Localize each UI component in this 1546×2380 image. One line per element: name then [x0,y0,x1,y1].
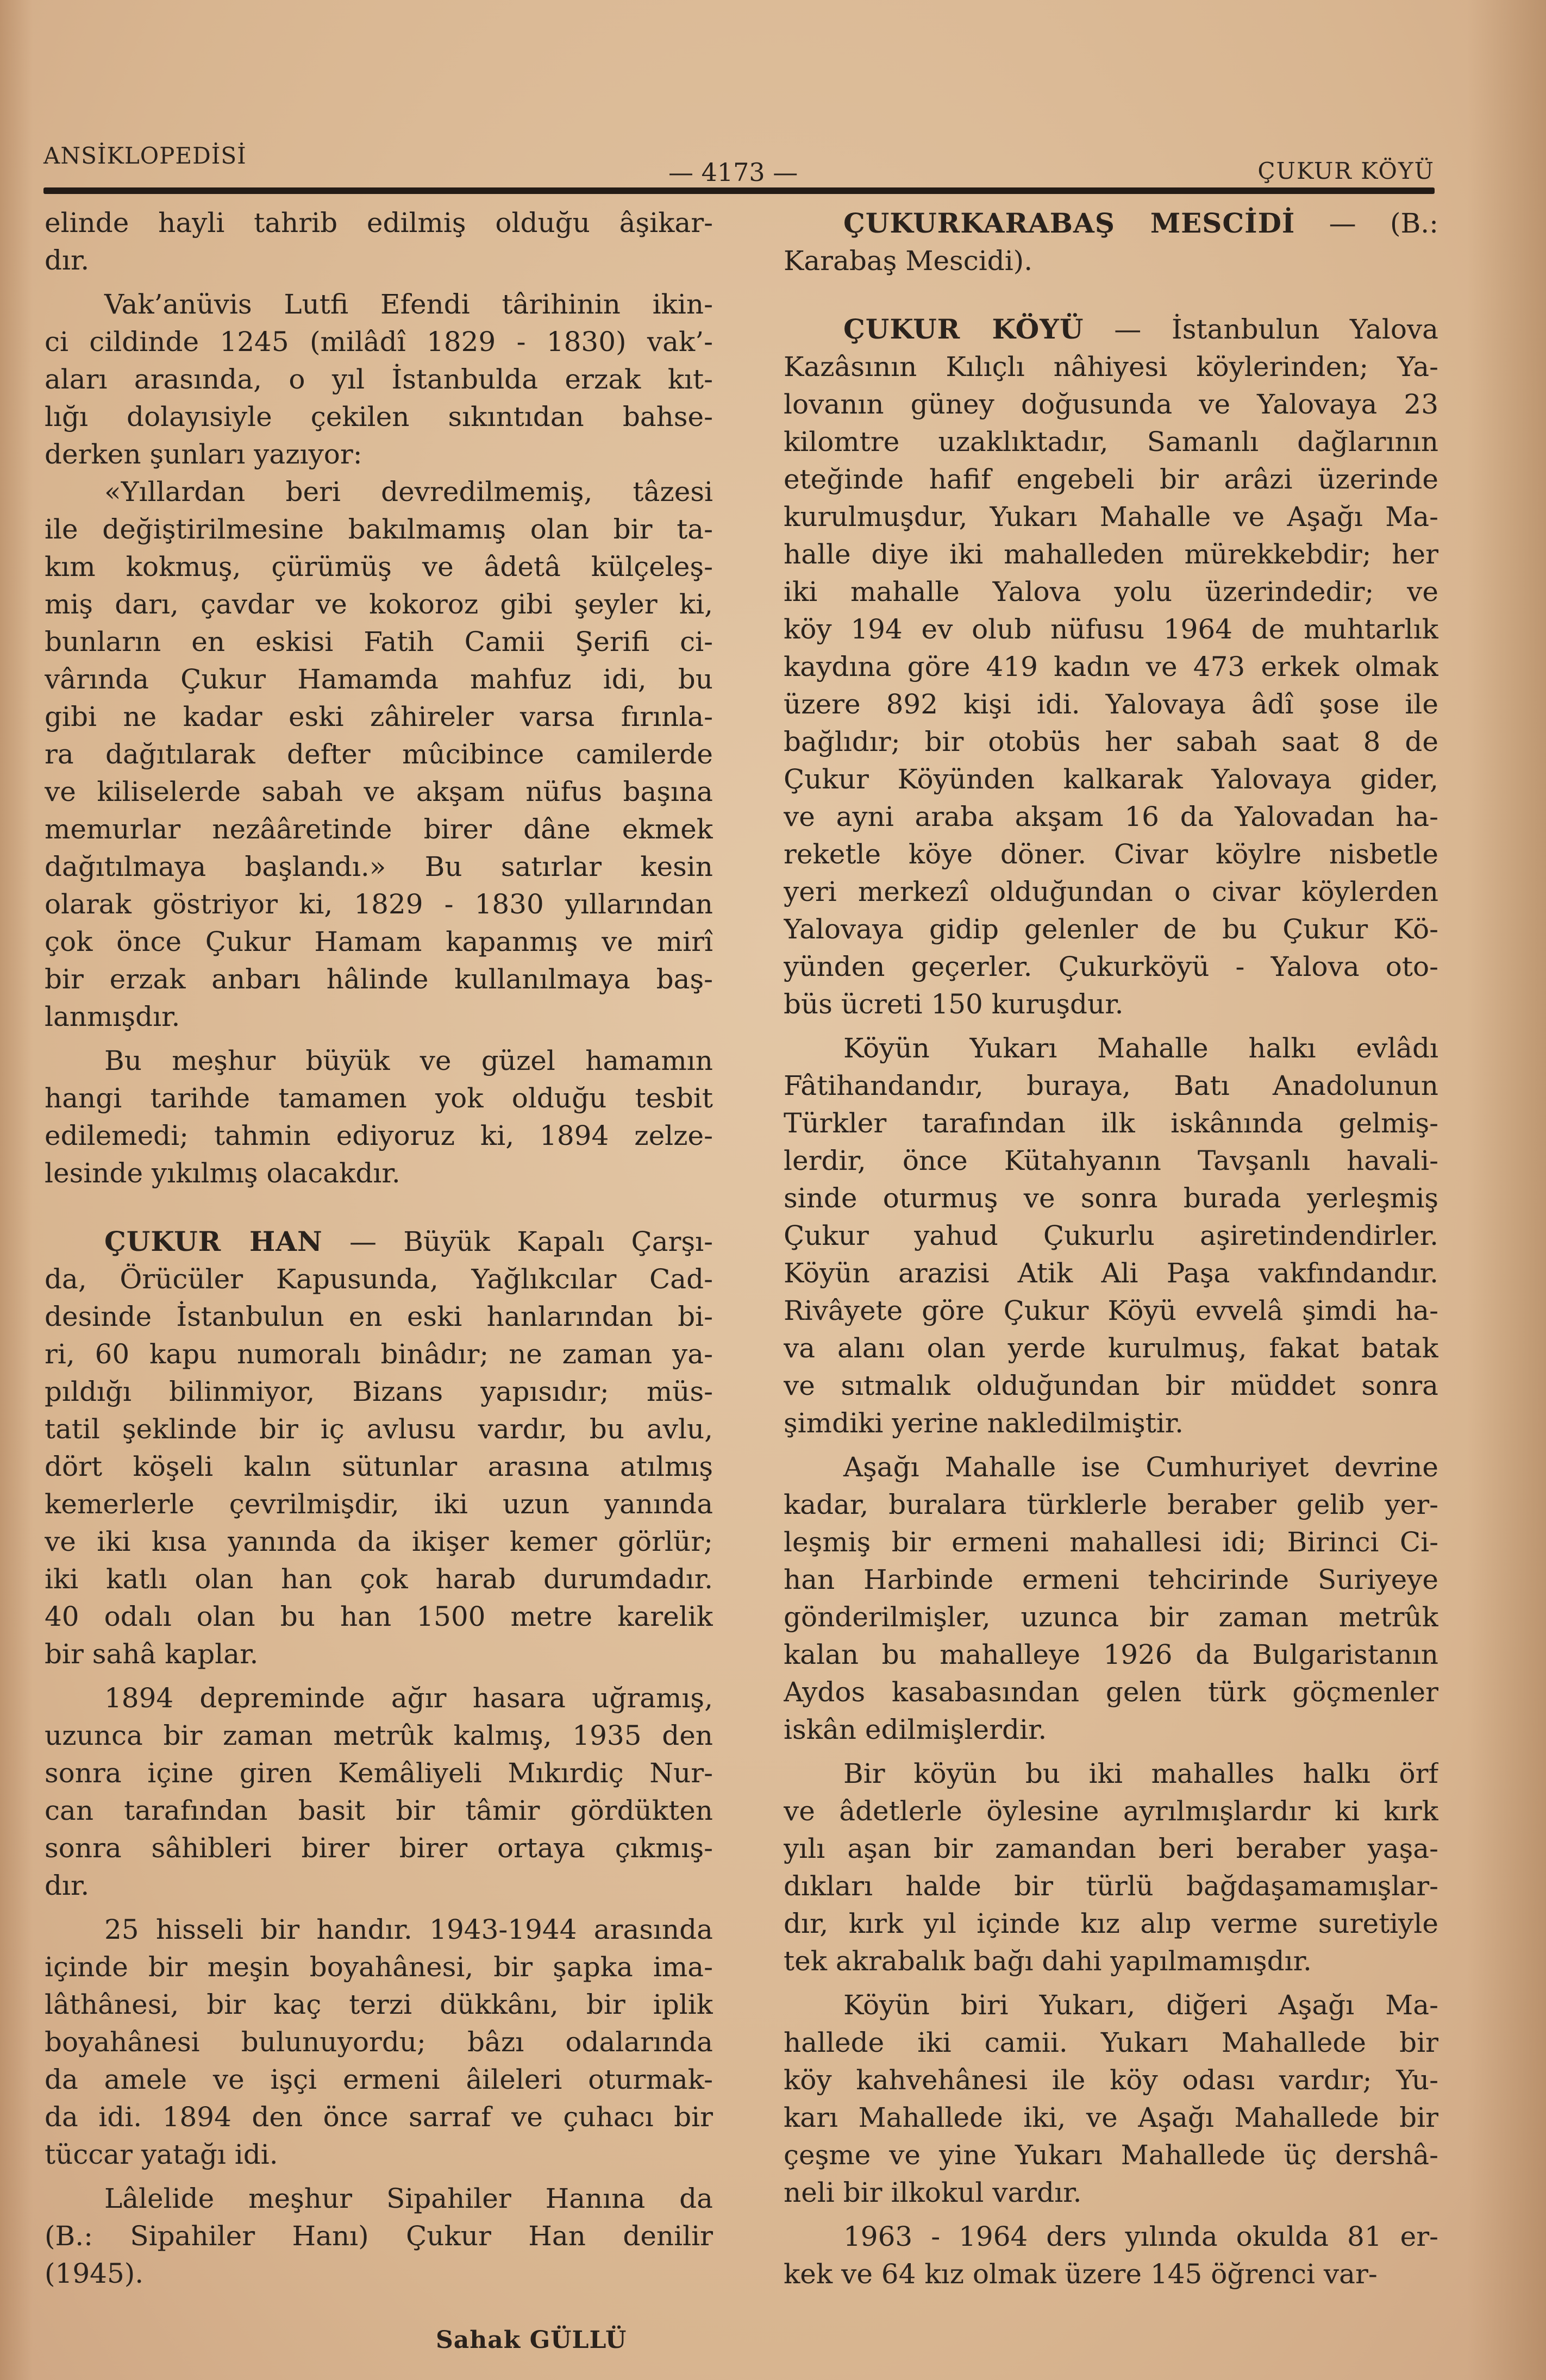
text-line [784,1255,1438,1292]
line-text: — Büyük Kapalı Çarşı- [322,1226,713,1257]
line-text: Türkler tarafından ilk iskânında gelmiş- [784,1107,1438,1139]
text-line [784,723,1438,761]
line-text: iskân edilmişlerdir. [784,1714,1047,1745]
line-text: tüccar yatağı idi. [45,2139,278,2170]
text-line [784,242,1438,280]
paragraph-hamam-demise [45,1042,713,1192]
line-text: leşmiş bir ermeni mahallesi idi; Birinci Ci- [784,1526,1438,1558]
text-line [784,1868,1438,1905]
line-text: edilemedi; tahmin ediyoruz ki, 1894 zelze- [45,1120,713,1151]
text-line [45,1636,713,1673]
entry-cukurkarabas-mescidi [784,204,1438,280]
line-text: Rivâyete göre Çukur Köyü evvelâ şimdi ha- [784,1295,1438,1326]
text-line [45,736,713,773]
text-line [784,911,1438,948]
paragraph-1894-earthquake [45,1680,713,1905]
line-text: da, Örücüler Kapusunda, Yağlıkcılar Cad- [45,1263,713,1295]
line-text: lovanın güney doğusunda ve Yalovaya 23 [784,389,1438,420]
line-text: şimdiki yerine nakledilmiştir. [784,1407,1184,1439]
text-line [45,1223,713,1261]
left-column [45,204,713,2357]
line-text: Bu meşhur büyük ve güzel hamamın [104,1045,713,1076]
entry-cukur-han [45,1223,713,1673]
line-text: dır. [45,1870,90,1901]
text-line [45,1117,713,1155]
header-entry-keyword: ÇUKUR KÖYÜ [1257,158,1435,184]
text-line [784,1142,1438,1180]
line-text: Köyün Yukarı Mahalle halkı evlâdı [843,1032,1438,1064]
running-header [43,142,1435,186]
line-text: dır, kırk yıl içinde kız alıp verme suretiyle [784,1908,1438,1939]
line-text: çok önce Çukur Hamam kapanmış ve mirî [45,926,713,957]
header-publication-title: ANSİKLOPEDİSİ [43,142,247,169]
line-text: lesinde yıkılmış olacakdır. [45,1157,400,1189]
line-text: dağıtılmaya başlandı.» Bu satırlar kesin [45,851,713,882]
line-text: uzunca bir zaman metrûk kalmış, 1935 den [45,1720,713,1751]
line-text: lerdir, önce Kütahyanın Tavşanlı havali- [784,1145,1438,1176]
text-line [784,1636,1438,1674]
text-line [45,1042,713,1080]
text-line [45,923,713,961]
line-text: kalan bu mahalleye 1926 da Bulgaristanın [784,1639,1438,1670]
line-text: ri, 60 kapu numoralı binâdır; ne zaman ya- [45,1338,713,1370]
text-line [784,873,1438,911]
paragraph-quote [45,473,713,1036]
paragraph-yukari-mahalle [784,1030,1438,1442]
text-line [784,498,1438,536]
line-text: ve kiliselerde sabah ve akşam nüfus başına [45,776,713,807]
entry-title: ÇUKUR KÖYÜ [843,313,1084,345]
text-line [45,1755,713,1792]
text-line [45,1561,713,1598]
line-text: lâthânesi, bir kaç terzi dükkânı, bir iplik [45,1989,713,2020]
line-text: 25 hisseli bir handır. 1943-1944 arasında [104,1914,713,1945]
text-line [784,1217,1438,1255]
line-text: Fâtihandandır, buraya, Batı Anadolunun [784,1070,1438,1101]
text-line [784,986,1438,1023]
line-text: hangi tarihde tamamen yok olduğu tesbit [45,1082,713,1114]
line-text: ve ayni araba akşam 16 da Yalovadan ha- [784,801,1438,832]
line-text: halle diye iki mahalleden mürekkebdir; her [784,538,1438,570]
line-text: desinde İstanbulun en eski hanlarından bi- [45,1301,713,1332]
text-line [45,473,713,511]
line-text: gibi ne kadar eski zâhireler varsa fırınla- [45,701,713,732]
line-text: Çukur Köyünden kalkarak Yalovaya gider, [784,763,1438,795]
text-line [45,886,713,923]
paragraph-25-shares [45,1911,713,2174]
paragraph-students [784,2218,1438,2293]
text-line [45,586,713,623]
text-line [784,1405,1438,1442]
line-text: olarak göstriyor ki, 1829 - 1830 yıllarından [45,888,713,920]
text-line [45,2024,713,2061]
line-text: Yalovaya gidip gelenler de bu Çukur Kö- [784,913,1438,945]
line-text: gönderilmişler, uzunca bir zaman metrûk [784,1601,1438,1633]
text-line [784,1987,1438,2024]
text-line [784,1830,1438,1868]
text-line [784,1330,1438,1367]
line-text: sonra içine giren Kemâliyeli Mıkırdiç Nur- [45,1757,713,1789]
line-text: dört köşeli kalın sütunlar arasına atılmış [45,1451,713,1482]
line-text: ra dağıtılarak defter mûcibince camilerde [45,738,713,770]
line-text: köy kahvehânesi ile köy odası vardır; Yu- [784,2064,1438,2096]
line-text: 1963 - 1964 ders yılında okulda 81 er- [843,2221,1438,2252]
text-line [784,1943,1438,1980]
text-line [45,961,713,998]
line-text: va alanı olan yerde kurulmuş, fakat batak [784,1332,1438,1364]
line-text: kurulmuşdur, Yukarı Mahalle ve Aşağı Ma- [784,501,1438,533]
text-line [45,1155,713,1192]
text-line [784,204,1438,242]
line-text: memurlar nezââretinde birer dâne ekmek [45,813,713,845]
line-text: bir sahâ kaplar. [45,1638,259,1670]
text-line [45,2136,713,2174]
line-text: neli bir ilkokul vardır. [784,2177,1082,2208]
line-text: han Harbinde ermeni tehcirinde Suriyeye [784,1564,1438,1595]
line-text: dıkları halde bir türlü bağdaşamamışlar- [784,1870,1438,1902]
text-line [45,1867,713,1905]
text-line [45,204,713,242]
text-line [784,2024,1438,2062]
line-text: çeşme ve yine Yukarı Mahallede üç dershâ- [784,2139,1438,2171]
text-line [784,1599,1438,1636]
author-signature: Sahak GÜLLÜ [436,2326,627,2354]
paragraph-sipahiler-hani [45,2180,713,2293]
paragraph-asagi-mahalle [784,1449,1438,1749]
text-line [784,1030,1438,1067]
line-text: kemerlerle çevrilmişdir, iki uzun yanında [45,1488,713,1520]
line-text: ci cildinde 1245 (milâdî 1829 - 1830) vak’- [45,326,713,358]
text-line [784,2137,1438,2174]
line-text: «Yıllardan beri devredilmemiş, tâzesi [104,476,713,508]
line-text: Aydos kasabasından gelen türk göçmenler [784,1676,1438,1708]
text-line [45,436,713,473]
line-text: can tarafından basit bir tâmir gördükten [45,1795,713,1826]
line-text: kilomtre uzaklıktadır, Samanlı dağlarının [784,426,1438,458]
text-line [45,661,713,698]
text-line [784,1905,1438,1943]
line-text: vârında Çukur Hamamda mahfuz idi, bu [45,663,713,695]
line-text: kadar, buralara türklerle beraber gelib yer- [784,1489,1438,1520]
text-line [784,798,1438,836]
line-text: eteğinde hafif engebeli bir arâzi üzerinde [784,464,1438,495]
line-text: yeri merkezî olduğundan o civar köylerden [784,876,1438,907]
text-line [784,948,1438,986]
line-text: köy 194 ev olub nüfusu 1964 de muhtarlık [784,613,1438,645]
line-text: derken şunları yazıyor: [45,439,362,470]
line-text: 40 odalı olan bu han 1500 metre karelik [45,1601,713,1632]
text-line [45,548,713,586]
line-text: kek ve 64 kız olmak üzere 145 öğrenci var- [784,2258,1378,2290]
text-line [784,1449,1438,1486]
text-line [784,1711,1438,1749]
text-line [784,611,1438,648]
line-text: (1945). [45,2258,144,2289]
line-text: ve iki kısa yanında da ikişer kemer görlür; [45,1526,713,1557]
text-line [45,511,713,548]
line-text: hallede iki camii. Yukarı Mahallede bir [784,2027,1438,2058]
text-line [45,323,713,361]
line-text: da amele ve işçi ermeni âileleri oturmak- [45,2064,713,2095]
text-line [784,1067,1438,1105]
paragraph-vakanuvis [45,286,713,473]
text-line [784,1180,1438,1217]
line-text: bir erzak anbarı hâlinde kullanılmaya baş- [45,963,713,995]
line-text: ve sıtmalık olduğundan bir müddet sonra [784,1370,1438,1401]
paragraph-mosques-school [784,1987,1438,2212]
line-text: boyahânesi bulunuyordu; bâzı odalarında [45,2026,713,2058]
text-line [45,811,713,848]
line-text: sonra sâhibleri birer birer ortaya çıkmış- [45,1832,713,1864]
text-line [784,1561,1438,1599]
line-text: Vak’anüvis Lutfi Efendi târihinin ikin- [104,289,713,320]
entry-title: ÇUKURKARABAŞ MESCİDİ [843,207,1295,239]
text-line [45,1911,713,1949]
text-line [784,310,1438,348]
header-page-number: — 4173 — [668,158,798,187]
text-line [45,1261,713,1298]
paragraph-two-quarters [784,1755,1438,1980]
text-line [45,1680,713,1717]
line-text: kım kokmuş, çürümüş ve âdetâ külçeleş- [45,551,713,583]
text-line [784,686,1438,723]
text-line [45,2099,713,2136]
text-line [784,1674,1438,1711]
text-line [784,348,1438,386]
text-line [784,461,1438,498]
line-text: lığı dolayısiyle çekilen sıkıntıdan bahse- [45,401,713,433]
text-line [784,761,1438,798]
text-line [45,1373,713,1411]
line-text: kaydına göre 419 kadın ve 473 erkek olmak [784,651,1438,682]
text-line [45,1411,713,1448]
line-text: Karabaş Mescidi). [784,245,1033,277]
line-text: ile değiştirilmesine bakılmamış olan bir ta- [45,513,713,545]
paragraph-continuation [45,204,713,279]
line-text: Lâlelide meşhur Sipahiler Hanına da [104,2183,713,2214]
text-line [784,2062,1438,2099]
text-line [45,1523,713,1561]
text-line [784,1292,1438,1330]
text-line [45,848,713,886]
text-line [784,2174,1438,2212]
line-text: 1894 depreminde ağır hasara uğramış, [104,1682,713,1714]
line-text: (B.: Sipahiler Hanı) Çukur Han denilir [45,2220,713,2252]
line-text: aları arasında, o yıl İstanbulda erzak kıt- [45,364,713,395]
text-line [45,2061,713,2099]
entry-cukur-koyu [784,310,1438,1023]
line-text: Köyün arazisi Atik Ali Paşa vakfındandır. [784,1257,1438,1289]
text-line [45,1080,713,1117]
line-text: pıldığı bilinmiyor, Bizans yapısıdır; müs- [45,1376,713,1407]
text-line [784,536,1438,573]
line-text: Kazâsının Kılıçlı nâhiyesi köylerinden; Ya- [784,351,1438,383]
line-text: içinde bir meşin boyahânesi, bir şapka ima- [45,1951,713,1983]
right-column [784,204,1438,2293]
text-line [784,1524,1438,1561]
text-line [45,1486,713,1523]
text-line [45,2255,713,2293]
line-text: tatil şeklinde bir iç avlusu vardır, bu avlu, [45,1413,713,1445]
text-line [45,286,713,323]
text-line [45,242,713,279]
line-text: iki katlı olan han çok harab durumdadır. [45,1563,713,1595]
line-text: ve âdetlerle öylesine ayrılmışlardır ki kırk [784,1795,1438,1827]
text-line [45,398,713,436]
text-line [784,2099,1438,2137]
text-line [45,1448,713,1486]
line-text: Bir köyün bu iki mahalles halkı örf [843,1758,1438,1789]
entry-title: ÇUKUR HAN [104,1225,323,1257]
text-line [784,1367,1438,1405]
text-line [45,1949,713,1986]
text-line [784,2218,1438,2256]
text-line [45,2180,713,2218]
line-text: büs ücreti 150 kuruşdur. [784,988,1124,1020]
line-text: lanmışdır. [45,1001,180,1032]
line-text: dır. [45,245,90,276]
header-rule [43,187,1435,194]
text-line [45,773,713,811]
text-line [784,648,1438,686]
line-text: miş darı, çavdar ve kokoroz gibi şeyler ki, [45,588,713,620]
text-line [784,1755,1438,1793]
text-line [784,2256,1438,2293]
text-line [45,1598,713,1636]
text-line [45,623,713,661]
text-line [45,998,713,1036]
line-text: — (B.: [1295,208,1438,239]
line-text: iki mahalle Yalova yolu üzerindedir; ve [784,576,1438,607]
text-line [784,836,1438,873]
text-line [45,1792,713,1830]
text-line [45,1717,713,1755]
line-text: yünden geçerler. Çukurköyü - Yalova oto- [784,951,1438,982]
line-text: sinde oturmuş ve sonra burada yerleşmiş [784,1182,1438,1214]
text-line [784,386,1438,423]
text-line [45,1986,713,2024]
text-line [45,2218,713,2255]
text-line [784,573,1438,611]
line-text: Aşağı Mahalle ise Cumhuriyet devrine [843,1451,1438,1483]
line-text: elinde hayli tahrib edilmiş olduğu âşikar- [45,207,713,239]
text-line [45,698,713,736]
line-text: bunların en eskisi Fatih Camii Şerifi ci- [45,626,713,657]
line-text: Çukur yahud Çukurlu aşiretindendirler. [784,1220,1438,1251]
line-text: Köyün biri Yukarı, diğeri Aşağı Ma- [843,1989,1438,2021]
line-text: reketle köye döner. Civar köylre nisbetle [784,838,1438,870]
text-line [45,1830,713,1867]
text-line [784,1486,1438,1524]
line-text: karı Mahallede iki, ve Aşağı Mahallede bir [784,2102,1438,2133]
line-text: bağlıdır; bir otobüs her sabah saat 8 de [784,726,1438,757]
text-line [784,1105,1438,1142]
text-line [45,361,713,398]
line-text: tek akrabalık bağı dahi yapılmamışdır. [784,1945,1312,1977]
line-text: da idi. 1894 den önce sarraf ve çuhacı bir [45,2101,713,2133]
text-line [45,1298,713,1336]
text-line [784,423,1438,461]
text-line [784,1793,1438,1830]
text-line [45,1336,713,1373]
line-text: üzere 892 kişi idi. Yalovaya âdî şose ile [784,688,1438,720]
line-text: — İstanbulun Yalova [1084,314,1438,345]
line-text: yılı aşan bir zamandan beri beraber yaşa- [784,1833,1438,1864]
